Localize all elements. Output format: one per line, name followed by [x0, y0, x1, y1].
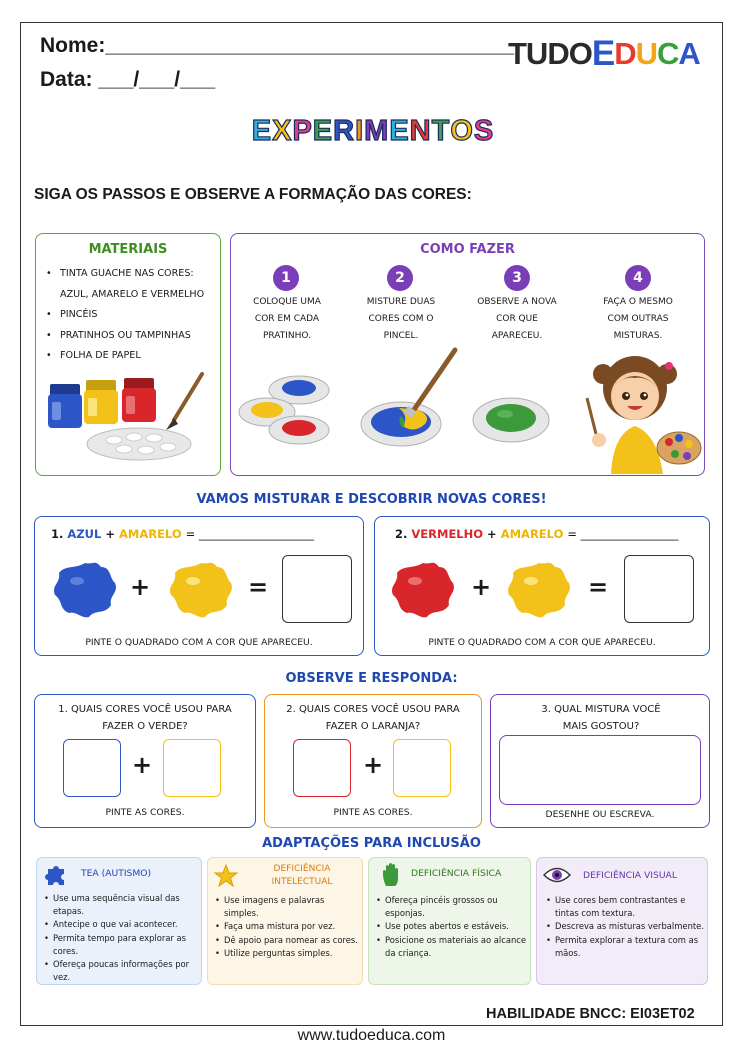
color-square-1[interactable]: [293, 739, 351, 797]
card-list: [545, 894, 705, 960]
card-list: [214, 894, 360, 960]
logo-part-1: TUDO: [508, 36, 592, 71]
list-item: • Dê apoio para nomear as cores.: [214, 934, 360, 947]
step-number: 3: [504, 265, 530, 291]
step-number: 2: [387, 265, 413, 291]
inclusion-card-tea: [36, 857, 202, 985]
star-icon: [214, 864, 238, 888]
question-text: 3. QUAL MISTURA VOCÊ MAIS GOSTOU?: [541, 704, 661, 732]
step-number: 1: [273, 265, 299, 291]
mix-equation-2: 2. VERMELHO + AMARELO = _________________: [395, 527, 679, 541]
red-paint-splash-icon: [389, 559, 457, 619]
list-item: • Ofereça poucas informações por vez.: [43, 958, 199, 984]
hand-icon: [381, 862, 403, 888]
list-item: • Use imagens e palavras simples.: [214, 894, 360, 920]
list-item: • Ofereça pincéis grossos ou esponjas.: [375, 894, 528, 920]
card-title: DEFICIÊNCIA VISUAL: [583, 870, 677, 881]
plus-sign: +: [130, 573, 151, 601]
color-square-2[interactable]: [393, 739, 451, 797]
answer-square[interactable]: [624, 555, 694, 623]
mix-box-2: [374, 516, 710, 656]
card-title: DEFICIÊNCIA FÍSICA: [411, 868, 502, 879]
list-item: • Use potes abertos e estáveis.: [375, 920, 528, 933]
paint-supplies-illustration: [44, 372, 216, 467]
step-4: [625, 265, 651, 291]
question-caption: PINTE AS CORES.: [333, 807, 413, 818]
step-2: [387, 265, 413, 291]
step-1: [273, 265, 299, 291]
drawing-area[interactable]: [499, 735, 701, 805]
list-item: • TINTA GUACHE NAS CORES: AZUL, AMARELO E VERMELHO: [46, 264, 216, 305]
logo-part-2: E: [591, 34, 615, 73]
step-number: 4: [625, 265, 651, 291]
blue-paint-splash-icon: [51, 559, 119, 619]
website-link[interactable]: www.tudoeduca.com: [297, 1027, 446, 1044]
card-list: [43, 892, 199, 984]
instruction-heading: SIGA OS PASSOS E OBSERVE A FORMAÇÃO DAS CORES:: [34, 186, 472, 203]
question-caption: DESENHE OU ESCREVA.: [545, 809, 655, 820]
card-title: DEFICIÊNCIA INTELECTUAL: [271, 864, 333, 887]
question-text: 1. QUAIS CORES VOCÊ USOU PARA FAZER O VERDE?: [58, 704, 232, 732]
mix-equation-1: 1. AZUL + AMARELO = ____________________: [51, 527, 314, 541]
eye-icon: [543, 866, 571, 884]
observe-title: OBSERVE E RESPONDA:: [285, 671, 458, 686]
equals-sign: =: [248, 573, 269, 601]
materials-box: [35, 233, 221, 476]
color-square-1[interactable]: [63, 739, 121, 797]
puzzle-icon: [45, 863, 69, 887]
logo-part-3: DUCA: [614, 36, 700, 71]
name-field[interactable]: Nome:___________________________________: [40, 34, 515, 57]
plus-sign: +: [132, 751, 153, 779]
question-box-3: [490, 694, 710, 828]
bncc-skill-code: HABILIDADE BNCC: EI03ET02: [486, 1006, 695, 1022]
step-text: FAÇA O MESMO COM OUTRAS MISTURAS.: [603, 297, 673, 341]
list-item: • Permita tempo para explorar as cores.: [43, 932, 199, 958]
materials-list: [46, 264, 216, 367]
green-dish-illustration: [469, 384, 559, 454]
mix-caption: PINTE O QUADRADO COM A COR QUE APARECEU.: [85, 637, 313, 648]
list-item: • Faça uma mistura por vez.: [214, 920, 360, 933]
color-square-2[interactable]: [163, 739, 221, 797]
list-item: • Posicione os materiais ao alcance da criança.: [375, 934, 528, 960]
how-to-box: [230, 233, 705, 476]
question-box-2: [264, 694, 482, 828]
question-box-1: [34, 694, 256, 828]
mix-box-1: [34, 516, 364, 656]
experiments-banner: E X P E R I M E N T O S: [250, 108, 495, 154]
step-text: COLOQUE UMA COR EM CADA PRATINHO.: [253, 297, 321, 341]
mix-caption: PINTE O QUADRADO COM A COR QUE APARECEU.: [428, 637, 656, 648]
list-item: • Use cores bem contrastantes e tintas com textura.: [545, 894, 705, 920]
card-list: [375, 894, 528, 960]
tudoeduca-logo: [508, 30, 718, 78]
yellow-paint-splash-icon: [167, 559, 235, 619]
yellow-paint-splash-icon: [505, 559, 573, 619]
inclusion-card-physical: [368, 857, 531, 985]
date-field[interactable]: Data: ___/___/___: [40, 68, 216, 91]
mix-section-title: VAMOS MISTURAR E DESCOBRIR NOVAS CORES!: [196, 492, 547, 507]
list-item: • Descreva as misturas verbalmente.: [545, 920, 705, 933]
mixing-bowl-illustration: [359, 346, 459, 456]
list-item: • FOLHA DE PAPEL: [46, 346, 216, 367]
step-3: [504, 265, 530, 291]
step-text: OBSERVE A NOVA COR QUE APARECEU.: [477, 297, 557, 341]
inclusion-card-intellectual: [207, 857, 363, 985]
list-item: • Utilize perguntas simples.: [214, 947, 360, 960]
list-item: • Antecipe o que vai acontecer.: [43, 918, 199, 931]
list-item: • PINCÉIS: [46, 305, 216, 326]
girl-painter-illustration: [583, 352, 703, 474]
question-text: 2. QUAIS CORES VOCÊ USOU PARA FAZER O LARANJA?: [286, 704, 460, 732]
paint-dishes-illustration: [237, 362, 337, 447]
inclusion-title: ADAPTAÇÕES PARA INCLUSÃO: [262, 836, 481, 851]
step-text: MISTURE DUAS CORES COM O PINCEL.: [366, 297, 436, 341]
equals-sign: =: [588, 573, 609, 601]
materials-title: MATERIAIS: [88, 242, 168, 257]
list-item: • Permita explorar a textura com as mãos.: [545, 934, 705, 960]
how-to-title: COMO FAZER: [420, 242, 515, 257]
inclusion-card-visual: [536, 857, 708, 985]
plus-sign: +: [471, 573, 492, 601]
card-title: TEA (AUTISMO): [81, 868, 152, 879]
question-caption: PINTE AS CORES.: [105, 807, 185, 818]
list-item: • PRATINHOS OU TAMPINHAS: [46, 326, 216, 347]
answer-square[interactable]: [282, 555, 352, 623]
plus-sign: +: [363, 751, 384, 779]
list-item: • Use uma sequência visual das etapas.: [43, 892, 199, 918]
